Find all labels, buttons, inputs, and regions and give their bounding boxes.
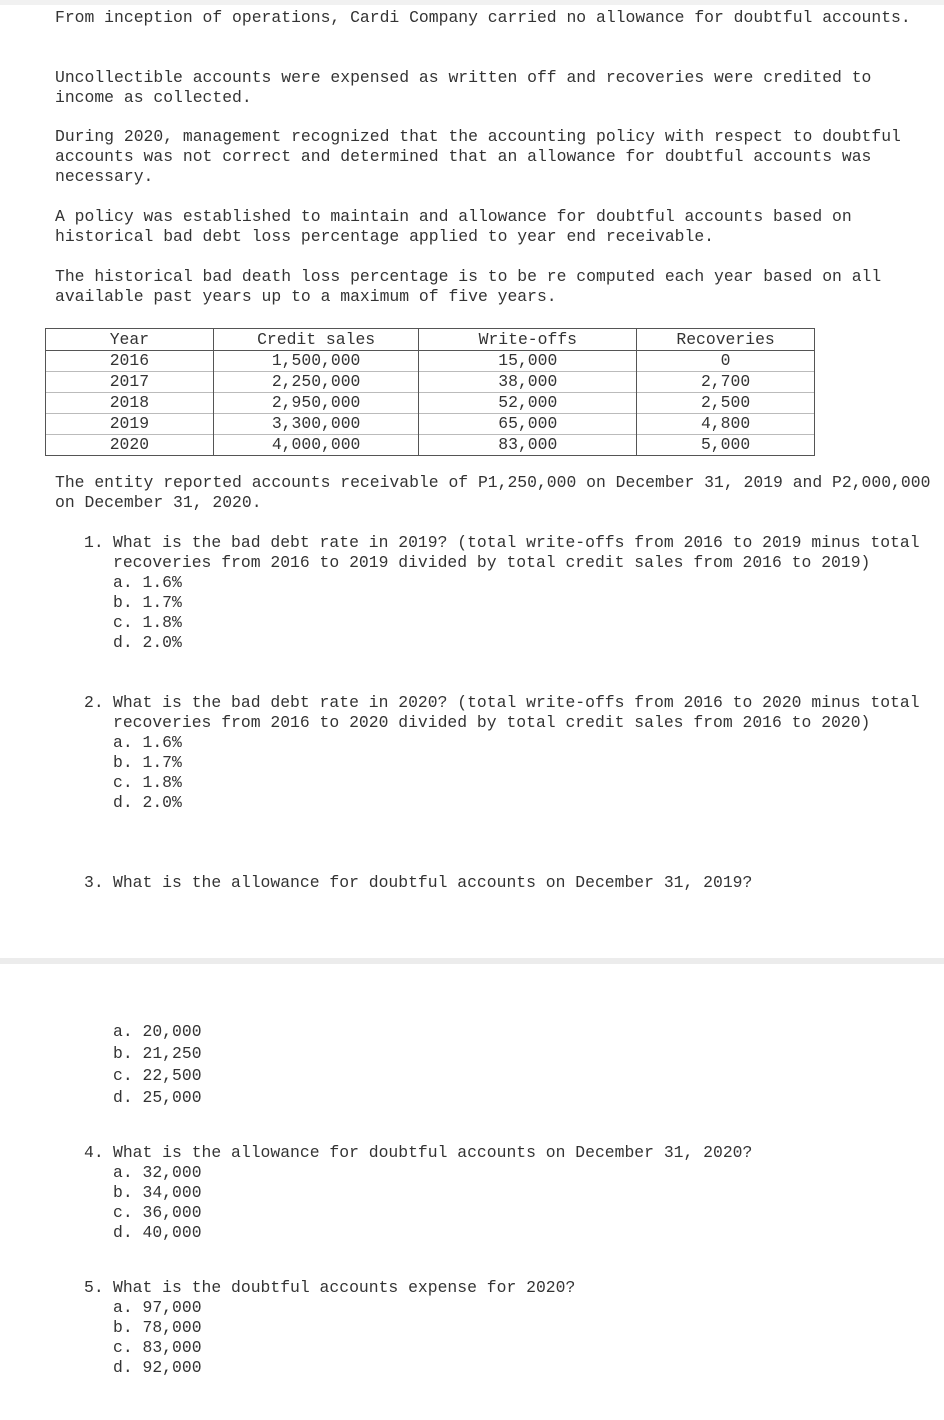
page-break-divider [0,958,944,964]
option-a: a. 1.6% [113,573,182,592]
bad-debt-history-table [45,328,815,456]
option-d: d. 92,000 [113,1358,202,1377]
cell-write-offs: 65,000 [419,414,637,435]
question-1 [84,533,934,653]
options-list [113,733,934,813]
option-b: b. 1.7% [113,753,182,772]
options-list [113,573,934,653]
question-number: 3. [84,873,104,892]
header-year: Year [46,329,214,351]
table-row [46,372,815,393]
header-credit-sales: Credit sales [213,329,419,351]
cell-write-offs: 52,000 [419,393,637,414]
option-b: b. 1.7% [113,593,182,612]
cell-write-offs: 83,000 [419,435,637,456]
option-c: c. 36,000 [113,1203,202,1222]
intro-paragraph-2: Uncollectible accounts were expensed as written off and recoveries were credited to income as collected. [55,68,882,107]
question-text: What is the allowance for doubtful accounts on December 31, 2020? [113,1143,753,1162]
cell-credit-sales: 2,250,000 [213,372,419,393]
option-d: d. 25,000 [113,1088,202,1107]
intro-paragraph-1: From inception of operations, Cardi Company carried no allowance for doubtful accounts. [55,8,911,27]
intro-paragraph-4: A policy was established to maintain and allowance for doubtful accounts based on historical bad debt loss percentage applied to year end receivable. [55,207,862,246]
options-list [113,1163,934,1243]
option-d: d. 2.0% [113,633,182,652]
cell-year: 2016 [46,351,214,372]
question-number: 4. [84,1143,104,1162]
question-text: What is the doubtful accounts expense for 2020? [113,1278,576,1297]
question-text: What is the bad debt rate in 2019? (total write-offs from 2016 to 2019 minus total recoveries from 2016 to 2019 divided by total credit sales from 2016 to 2019) [113,533,920,572]
receivable-note: The entity reported accounts receivable of P1,250,000 on December 31, 2019 and P2,000,000 on December 31, 2020. [55,473,941,512]
question-text: What is the bad debt rate in 2020? (total write-offs from 2016 to 2020 minus total recoveries from 2016 to 2020 divided by total credit sales from 2016 to 2020) [113,693,920,732]
option-a: a. 20,000 [113,1022,202,1041]
cell-year: 2019 [46,414,214,435]
option-d: d. 40,000 [113,1223,202,1242]
cell-year: 2020 [46,435,214,456]
question-number: 2. [84,693,104,712]
question-3 [84,873,934,893]
intro-paragraph-5: The historical bad death loss percentage is to be re computed each year based on all available past years up to a maximum of five years. [55,267,892,306]
cell-recoveries: 2,700 [637,372,815,393]
cell-credit-sales: 2,950,000 [213,393,419,414]
cell-recoveries: 2,500 [637,393,815,414]
question-3-options [84,1021,934,1109]
header-recoveries: Recoveries [637,329,815,351]
option-c: c. 83,000 [113,1338,202,1357]
cell-year: 2017 [46,372,214,393]
cell-write-offs: 38,000 [419,372,637,393]
table-row [46,393,815,414]
table-row [46,414,815,435]
cell-write-offs: 15,000 [419,351,637,372]
option-a: a. 32,000 [113,1163,202,1182]
cell-credit-sales: 4,000,000 [213,435,419,456]
question-text: What is the allowance for doubtful accounts on December 31, 2019? [113,873,753,892]
option-a: a. 1.6% [113,733,182,752]
top-divider [0,0,944,5]
option-a: a. 97,000 [113,1298,202,1317]
option-d: d. 2.0% [113,793,182,812]
table-header-row [46,329,815,351]
question-number: 5. [84,1278,104,1297]
cell-year: 2018 [46,393,214,414]
option-c: c. 22,500 [113,1066,202,1085]
cell-credit-sales: 1,500,000 [213,351,419,372]
question-5 [84,1278,934,1378]
option-c: c. 1.8% [113,613,182,632]
intro-paragraph-3: During 2020, management recognized that the accounting policy with respect to doubtful accounts was not correct and determined that an allowance for doubtful accounts was necessary. [55,127,911,186]
cell-recoveries: 0 [637,351,815,372]
header-write-offs: Write-offs [419,329,637,351]
question-number: 1. [84,533,104,552]
cell-credit-sales: 3,300,000 [213,414,419,435]
table-row [46,435,815,456]
option-b: b. 34,000 [113,1183,202,1202]
cell-recoveries: 4,800 [637,414,815,435]
option-b: b. 21,250 [113,1044,202,1063]
question-4 [84,1143,934,1243]
option-c: c. 1.8% [113,773,182,792]
option-b: b. 78,000 [113,1318,202,1337]
options-list [113,1021,934,1109]
question-2 [84,693,934,813]
options-list [113,1298,934,1378]
cell-recoveries: 5,000 [637,435,815,456]
table-row [46,351,815,372]
